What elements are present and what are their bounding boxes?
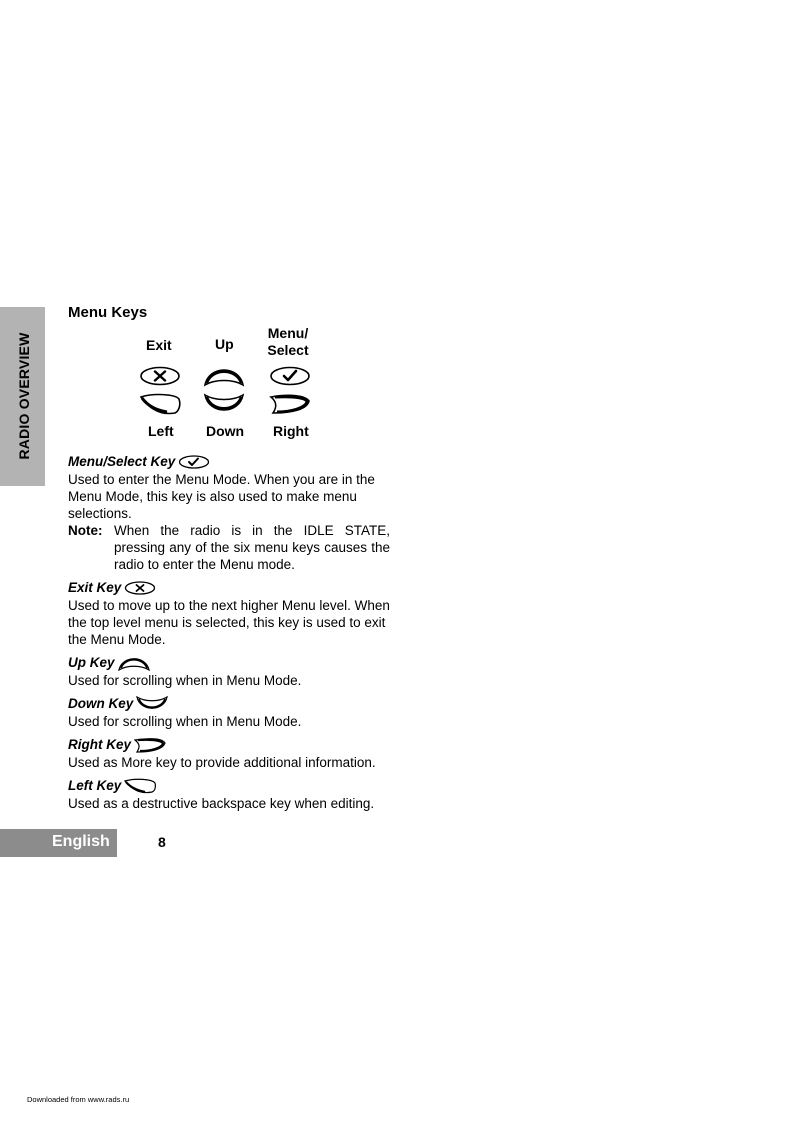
download-note: Downloaded from www.rads.ru xyxy=(27,1095,130,1104)
down-key-icon xyxy=(203,393,245,415)
menu-select-key-icon xyxy=(178,454,210,470)
up-key-title: Up Key xyxy=(68,655,115,670)
footer-language: English xyxy=(52,833,110,850)
diagram-left-label: Left xyxy=(148,423,174,439)
diagram-menu-label-line1: Menu/ xyxy=(267,325,309,341)
down-key-title: Down Key xyxy=(68,696,134,711)
left-key-icon xyxy=(139,393,181,415)
menu-select-key-heading xyxy=(68,452,390,471)
down-key-description: Used for scrolling when in Menu Mode. xyxy=(68,714,302,729)
note-label: Note: xyxy=(68,523,103,538)
up-key-icon xyxy=(118,655,150,671)
right-key-title: Right Key xyxy=(68,737,132,752)
exit-key-heading xyxy=(68,578,390,597)
menu-select-key-icon xyxy=(269,365,311,387)
side-tab-label: RADIO OVERVIEW xyxy=(16,332,32,460)
menu-select-note xyxy=(68,522,390,573)
diagram-menu-label xyxy=(266,325,310,359)
down-key-heading xyxy=(68,694,390,713)
up-key-icon xyxy=(203,365,245,387)
exit-key-icon xyxy=(124,580,156,596)
page-number: 8 xyxy=(158,834,166,850)
right-key-description: Used as More key to provide additional information. xyxy=(68,755,376,770)
left-key-title: Left Key xyxy=(68,778,122,793)
key-descriptions xyxy=(68,452,390,812)
diagram-exit-label: Exit xyxy=(146,337,172,353)
right-key-heading xyxy=(68,735,390,754)
exit-key-description: Used to move up to the next higher Menu level. When the top level menu is selected, this key is used to exit the Menu Mode. xyxy=(68,598,390,647)
diagram-menu-label-line2: Select xyxy=(267,342,309,358)
diagram-down-label: Down xyxy=(206,423,245,439)
menu-select-key-title: Menu/Select Key xyxy=(68,454,176,469)
left-key-icon xyxy=(124,778,156,794)
exit-key-title: Exit Key xyxy=(68,580,122,595)
section-title: Menu Keys xyxy=(68,304,148,321)
exit-key-icon xyxy=(139,365,181,387)
right-key-icon xyxy=(134,737,166,753)
note-text: When the radio is in the IDLE STATE, pressing any of the six menu keys causes the radio to enter the Menu mode. xyxy=(114,523,390,572)
left-key-description: Used as a destructive backspace key when editing. xyxy=(68,796,375,811)
up-key-heading xyxy=(68,653,390,672)
left-key-heading xyxy=(68,776,390,795)
up-key-description: Used for scrolling when in Menu Mode. xyxy=(68,673,302,688)
down-key-icon xyxy=(136,696,168,712)
menu-select-key-description: Used to enter the Menu Mode. When you are in the Menu Mode, this key is also used to make menu selections. xyxy=(68,472,375,521)
right-key-icon xyxy=(269,393,311,415)
diagram-up-label: Up xyxy=(215,336,234,352)
diagram-right-label: Right xyxy=(273,423,309,439)
